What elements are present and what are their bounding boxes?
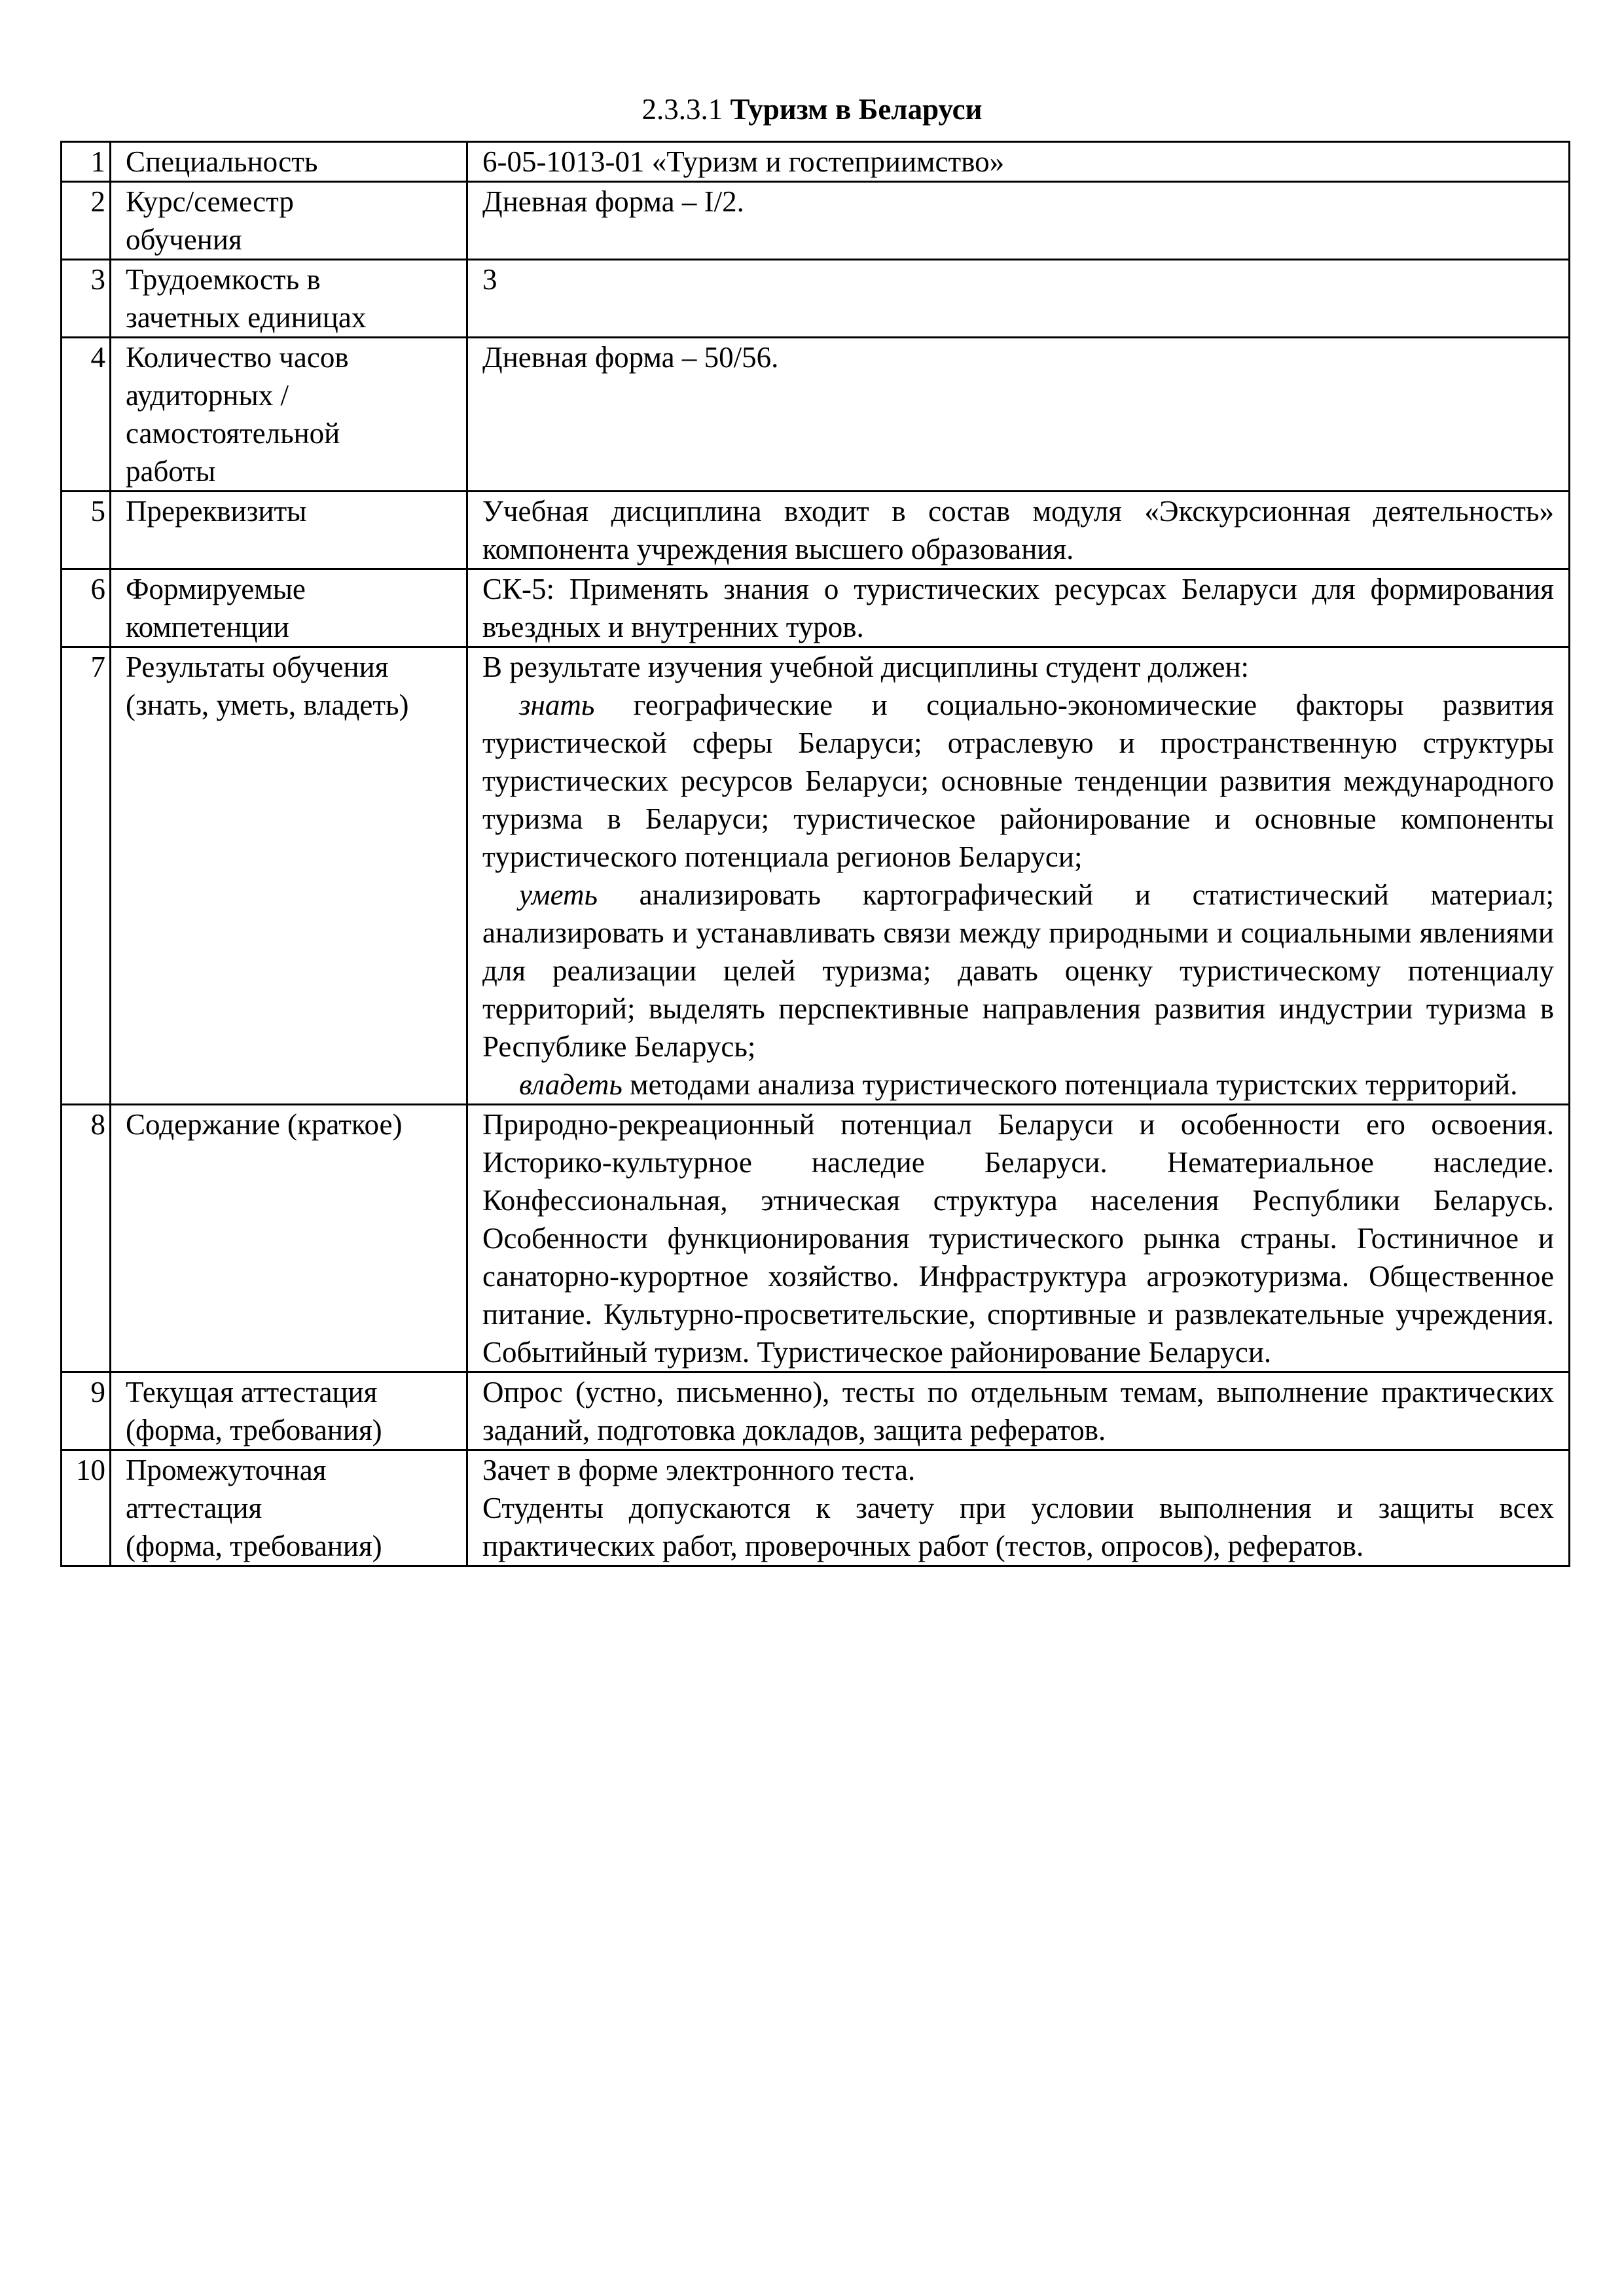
value-text: Дневная форма – I/2. bbox=[482, 185, 744, 218]
row-value bbox=[467, 569, 1570, 647]
label-line: Текущая аттестация bbox=[126, 1376, 378, 1408]
outcome-keyword: владеть bbox=[519, 1068, 623, 1101]
row-value bbox=[467, 338, 1570, 492]
value-text: Природно-рекреационный потенциал Беларуси и особенности его освоения. Историко-культурное наследие Беларуси. Нематериальное наследие. Конфессиональная, этническая структура населения Республики Беларусь. Особенности функционирования туристического рынка страны. Гостиничное и санаторно-курортное хозяйство. Инфраструктура агроэкотуризма. Общественное питание. Культурно-просветительские, спортивные и развлекательные учреждения. Событийный туризм. Туристическое районирование Беларуси. bbox=[482, 1108, 1554, 1369]
section-title: Туризм в Беларуси bbox=[730, 93, 983, 126]
label-line: зачетных единицах bbox=[126, 301, 367, 334]
row-value bbox=[467, 1372, 1570, 1450]
label-line: аттестация bbox=[126, 1492, 262, 1524]
row-value bbox=[467, 647, 1570, 1105]
label-line: Формируемые bbox=[126, 573, 306, 605]
row-value bbox=[467, 260, 1570, 338]
table-row bbox=[62, 647, 1570, 1105]
outcome-text: анализировать картографический и статистический материал; анализировать и устанавливать связи между природными и социальными явлениями для реализации целей туризма; давать оценку туристическому потенциалу территорий; выделять перспективные направления развития индустрии туризма в Республике Беларусь; bbox=[482, 878, 1554, 1063]
label-line: Результаты обучения bbox=[126, 651, 389, 683]
label-line: (знать, уметь, владеть) bbox=[126, 689, 409, 721]
row-number: 6 bbox=[62, 569, 111, 647]
row-label bbox=[111, 142, 467, 182]
table-row bbox=[62, 338, 1570, 492]
row-label bbox=[111, 338, 467, 492]
row-number: 7 bbox=[62, 647, 111, 1105]
row-label bbox=[111, 1372, 467, 1450]
table-row bbox=[62, 1450, 1570, 1566]
outcome-keyword: знать bbox=[519, 689, 595, 721]
row-number: 8 bbox=[62, 1105, 111, 1372]
value-text: Студенты допускаются к зачету при условии выполнения и защиты всех практических работ, проверочных работ (тестов, опросов), рефератов. bbox=[482, 1492, 1554, 1562]
outcome-know bbox=[482, 686, 1554, 876]
outcome-master bbox=[482, 1066, 1554, 1103]
row-label bbox=[111, 1450, 467, 1566]
label-line: обучения bbox=[126, 223, 242, 256]
row-number: 10 bbox=[62, 1450, 111, 1566]
row-number: 3 bbox=[62, 260, 111, 338]
row-label bbox=[111, 647, 467, 1105]
discipline-table bbox=[60, 141, 1570, 1567]
outcomes-intro: В результате изучения учебной дисциплины студент должен: bbox=[482, 651, 1250, 683]
row-label bbox=[111, 260, 467, 338]
table-row bbox=[62, 1372, 1570, 1450]
table-row bbox=[62, 142, 1570, 182]
row-value bbox=[467, 182, 1570, 260]
value-text: Учебная дисциплина входит в состав модуля «Экскурсионная деятельность» компонента учреждения высшего образования. bbox=[482, 495, 1554, 565]
label-line: Количество часов bbox=[126, 341, 349, 374]
row-number: 9 bbox=[62, 1372, 111, 1450]
section-number: 2.3.3.1 bbox=[641, 93, 723, 126]
label-line: Пререквизиты bbox=[126, 495, 307, 528]
label-line: (форма, требования) bbox=[126, 1414, 382, 1446]
row-value bbox=[467, 492, 1570, 569]
row-number: 5 bbox=[62, 492, 111, 569]
row-number: 4 bbox=[62, 338, 111, 492]
value-text: Дневная форма – 50/56. bbox=[482, 341, 779, 374]
table-row bbox=[62, 182, 1570, 260]
table-row bbox=[62, 260, 1570, 338]
label-line: компетенции bbox=[126, 611, 289, 643]
row-label bbox=[111, 1105, 467, 1372]
outcome-keyword: уметь bbox=[519, 878, 598, 911]
label-line: самостоятельной bbox=[126, 417, 340, 450]
outcome-text: географические и социально-экономические факторы развития туристической сферы Беларуси; отраслевую и пространственную структуры туристических ресурсов Беларуси; основные тенденции развития международного туризма в Беларуси; туристическое районирование и основные компоненты туристического потенциала регионов Беларуси; bbox=[482, 689, 1554, 873]
page-title bbox=[0, 90, 1624, 128]
value-text: 3 bbox=[482, 263, 497, 296]
value-text: 6-05-1013-01 «Туризм и гостеприимство» bbox=[482, 145, 1005, 178]
outcome-text: методами анализа туристического потенциала туристских территорий. bbox=[622, 1068, 1518, 1101]
row-value bbox=[467, 1105, 1570, 1372]
row-label bbox=[111, 569, 467, 647]
value-text: Опрос (устно, письменно), тесты по отдельным темам, выполнение практических заданий, подготовка докладов, защита рефератов. bbox=[482, 1376, 1554, 1446]
label-line: Трудоемкость в bbox=[126, 263, 321, 296]
row-label bbox=[111, 182, 467, 260]
row-number: 1 bbox=[62, 142, 111, 182]
label-line: работы bbox=[126, 455, 216, 488]
row-label bbox=[111, 492, 467, 569]
label-line: (форма, требования) bbox=[126, 1530, 382, 1562]
label-line: аудиторных / bbox=[126, 379, 289, 412]
label-line: Содержание (краткое) bbox=[126, 1108, 403, 1141]
row-number: 2 bbox=[62, 182, 111, 260]
value-text: СК-5: Применять знания о туристических ресурсах Беларуси для формирования въездных и внутренних туров. bbox=[482, 573, 1554, 643]
label-line: Специальность bbox=[126, 145, 318, 178]
table-row bbox=[62, 569, 1570, 647]
value-text: Зачет в форме электронного теста. bbox=[482, 1454, 916, 1486]
table-row bbox=[62, 1105, 1570, 1372]
label-line: Курс/семестр bbox=[126, 185, 294, 218]
outcome-can bbox=[482, 876, 1554, 1066]
table-row bbox=[62, 492, 1570, 569]
label-line: Промежуточная bbox=[126, 1454, 327, 1486]
row-value bbox=[467, 142, 1570, 182]
row-value bbox=[467, 1450, 1570, 1566]
